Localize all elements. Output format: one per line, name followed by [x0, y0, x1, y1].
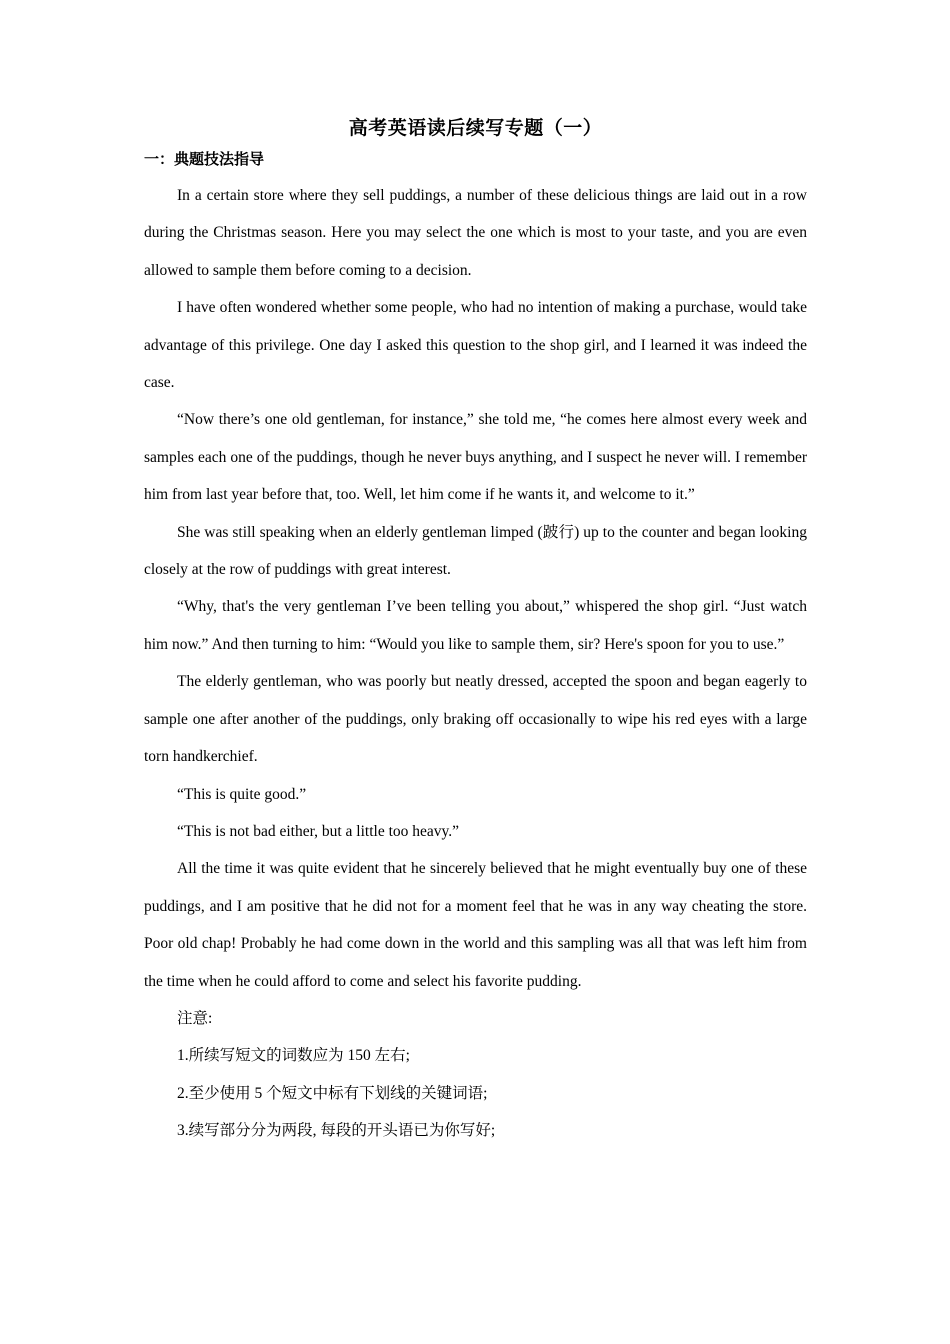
notes-section: [144, 1000, 807, 1150]
notes-label: 注意:: [177, 1009, 213, 1027]
story-paragraph: I have often wondered whether some people, who had no intention of making a purchase, would take advantage of this privilege. One day I asked this question to the shop girl, and I learned it was indeed the case.: [144, 299, 807, 392]
story-paragraph: “This is quite good.”: [177, 785, 307, 803]
note-item: 1.所续写短文的词数应为 150 左右;: [177, 1047, 410, 1065]
note-item: 3.续写部分分为两段, 每段的开头语已为你写好;: [177, 1122, 496, 1140]
document-title: 高考英语读后续写专题（一）: [348, 117, 603, 139]
section-heading: 一：典题技法指导: [144, 150, 265, 168]
story-paragraph: “This is not bad either, but a little too heavy.”: [177, 822, 460, 840]
story-body: [144, 177, 807, 1000]
story-paragraph: All the time it was quite evident that he sincerely believed that he might eventually buy one of these puddings, and I am positive that he did not for a moment feel that he was in any way cheating the store. Poor old chap! Probably he had come down in the world and this sampling was all that was left him from the time when he could afford to come and select his favorite pudding.: [144, 860, 807, 990]
story-paragraph: “Now there’s one old gentleman, for instance,” she told me, “he comes here almost every week and samples each one of the puddings, though he never buys anything, and I suspect he never will. I remember him from last year before that, too. Well, let him come if he wants it, and welcome to it.”: [144, 411, 807, 504]
document-page: [144, 112, 807, 1150]
story-paragraph: “Why, that's the very gentleman I’ve been telling you about,” whispered the shop girl. “Just watch him now.” And then turning to him: “Would you like to sample them, sir? Here's spoon for you to use.”: [144, 598, 807, 653]
story-paragraph: She was still speaking when an elderly gentleman limped (跛行) up to the counter and began looking closely at the row of puddings with great interest.: [144, 523, 807, 579]
note-item: 2.至少使用 5 个短文中标有下划线的关键词语;: [177, 1084, 488, 1102]
story-paragraph: The elderly gentleman, who was poorly but neatly dressed, accepted the spoon and began eagerly to sample one after another of the puddings, only braking off occasionally to wipe his red eyes with a large torn handkerchief.: [144, 673, 807, 766]
story-paragraph: In a certain store where they sell puddings, a number of these delicious things are laid out in a row during the Christmas season. Here you may select the one which is most to your taste, and you are even allowed to sample them before coming to a decision.: [144, 187, 807, 279]
